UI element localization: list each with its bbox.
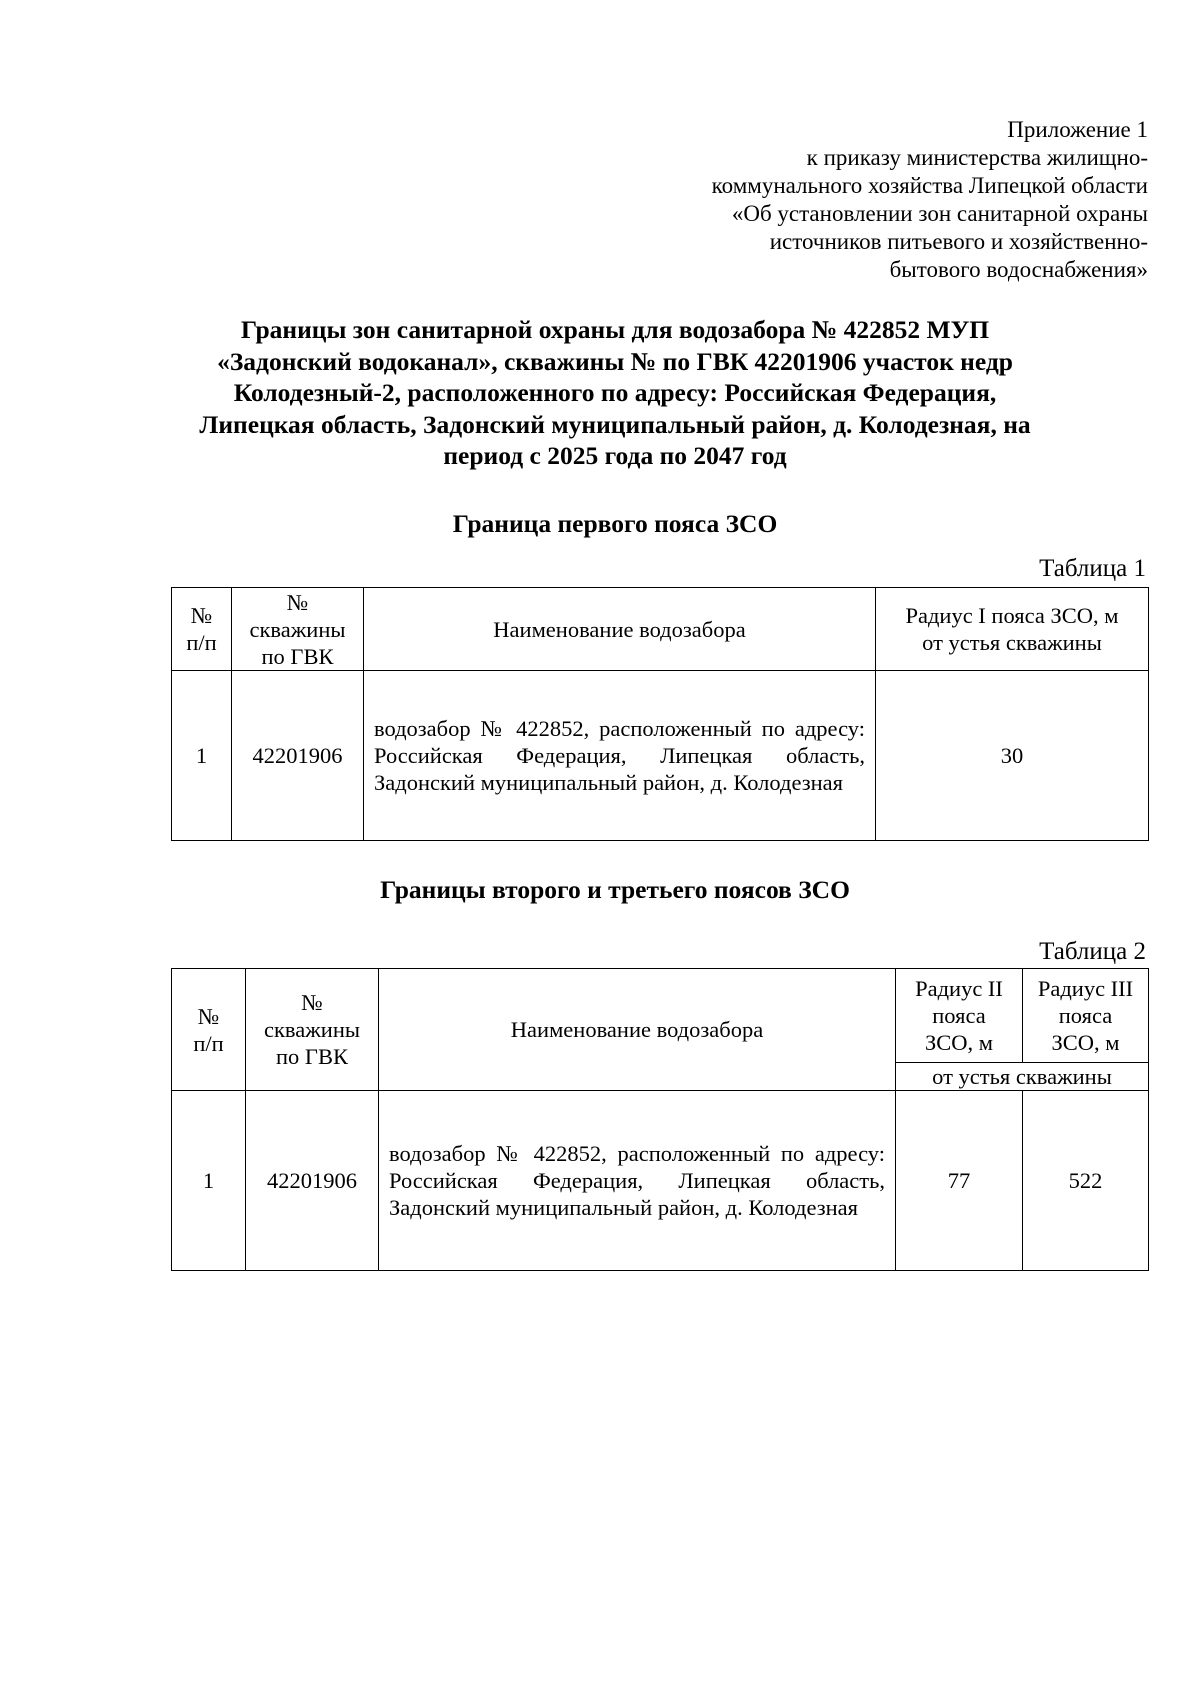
header-well-number: № скважины по ГВК bbox=[232, 588, 364, 671]
intake-name: водозабор № 422852, расположенный по адресу: Российская Федерация, Липецкая область, Задонский муниципальный район, д. Колодезная bbox=[379, 1091, 896, 1271]
row-number: 1 bbox=[172, 671, 232, 841]
well-number: 42201906 bbox=[232, 671, 364, 841]
appendix-line: бытового водоснабжения» bbox=[889, 257, 1148, 282]
table2-header-row bbox=[172, 969, 1149, 1063]
header-well-number: № скважины по ГВК bbox=[246, 969, 379, 1091]
appendix-line: Приложение 1 bbox=[1007, 117, 1148, 142]
appendix-header bbox=[712, 116, 1148, 284]
row-number: 1 bbox=[172, 1091, 246, 1271]
radius-2-value: 77 bbox=[896, 1091, 1023, 1271]
table1-header-row bbox=[172, 588, 1149, 671]
radius-3-value: 522 bbox=[1023, 1091, 1149, 1271]
header-radius-2: Радиус II пояса ЗСО, м bbox=[896, 969, 1023, 1063]
table1-label: Таблица 1 bbox=[1039, 555, 1146, 582]
header-intake-name: Наименование водозабора bbox=[379, 969, 896, 1091]
title-line: Липецкая область, Задонский муниципальный район, д. Колодезная, на bbox=[199, 409, 1031, 439]
title-line: период с 2025 года по 2047 год bbox=[443, 441, 787, 470]
header-radius-1: Радиус I пояса ЗСО, м от устья скважины bbox=[876, 588, 1149, 671]
appendix-line: коммунального хозяйства Липецкой области bbox=[711, 173, 1148, 198]
section2-heading: Границы второго и третьего поясов ЗСО bbox=[380, 875, 850, 904]
table-row bbox=[172, 671, 1149, 841]
document-title bbox=[150, 314, 1080, 472]
header-from-wellhead: от устья скважины bbox=[896, 1063, 1149, 1091]
appendix-line: источников питьевого и хозяйственно- bbox=[769, 229, 1148, 254]
header-intake-name: Наименование водозабора bbox=[364, 588, 876, 671]
appendix-line: «Об установлении зон санитарной охраны bbox=[731, 201, 1148, 226]
table-row bbox=[172, 1091, 1149, 1271]
section1-heading: Граница первого пояса ЗСО bbox=[452, 509, 778, 538]
well-number: 42201906 bbox=[246, 1091, 379, 1271]
appendix-line: к приказу министерства жилищно- bbox=[806, 145, 1148, 170]
title-line: Колодезный-2, расположенного по адресу: Российская Федерация, bbox=[233, 378, 997, 407]
header-row-number: № п/п bbox=[172, 588, 232, 671]
intake-name: водозабор № 422852, расположенный по адресу: Российская Федерация, Липецкая область, Задонский муниципальный район, д. Колодезная bbox=[364, 671, 876, 841]
table2 bbox=[171, 968, 1149, 1271]
header-row-number: № п/п bbox=[172, 969, 246, 1091]
header-radius-3: Радиус III пояса ЗСО, м bbox=[1023, 969, 1149, 1063]
table2-label: Таблица 2 bbox=[1039, 938, 1146, 965]
table1 bbox=[171, 587, 1149, 841]
title-line: «Задонский водоканал», скважины № по ГВК 42201906 участок недр bbox=[217, 346, 1013, 376]
radius-1-value: 30 bbox=[876, 671, 1149, 841]
title-line: Границы зон санитарной охраны для водозабора № 422852 МУП bbox=[240, 315, 990, 344]
